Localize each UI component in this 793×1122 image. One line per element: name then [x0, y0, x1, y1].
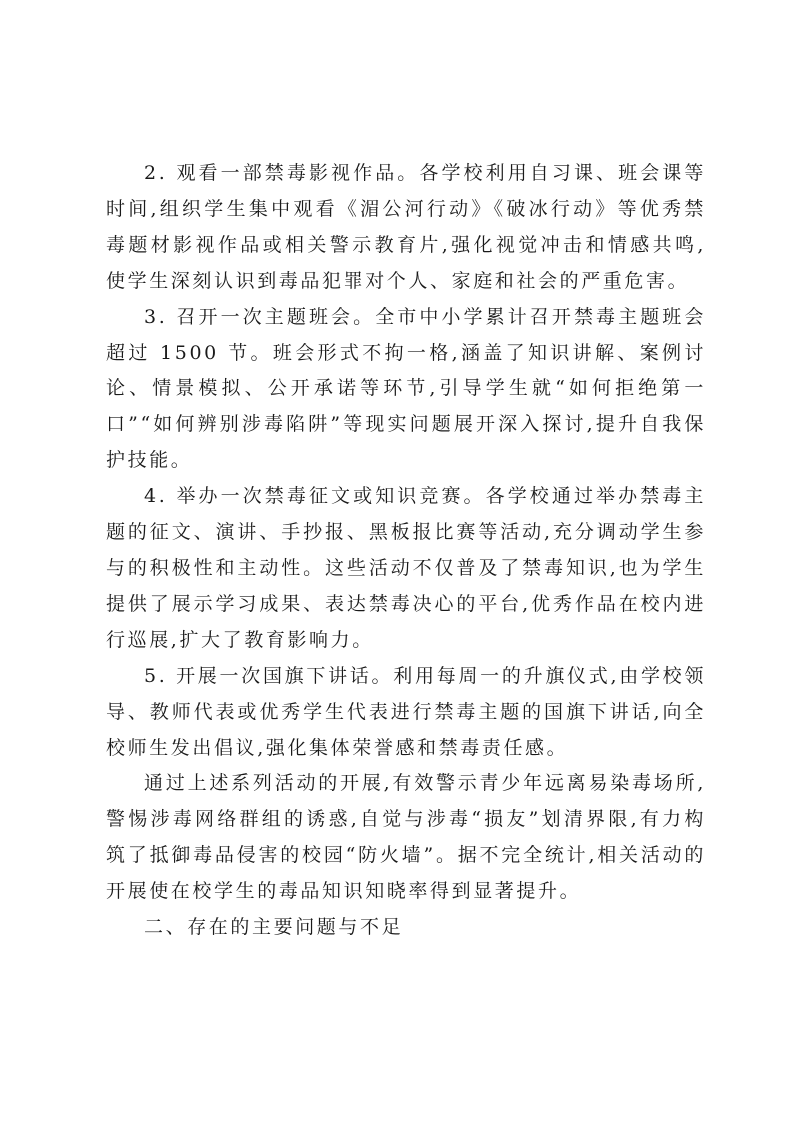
paragraph-flag-speech: 5. 开展一次国旗下讲话。利用每周一的升旗仪式,由学校领导、教师代表或优秀学生代表进行禁毒主题的国旗下讲话,向全校师生发出倡议,强化集体荣誉感和禁毒责任感。: [106, 664, 706, 759]
paragraph-summary: 通过上述系列活动的开展,有效警示青少年远离易染毒场所,警惕涉毒网络群组的诱惑,自觉与涉毒“损友”划清界限,有力构筑了抵御毒品侵害的校园“防火墙”。据不完全统计,相关活动的开展使在校学生的毒品知识知晓率得到显著提升。: [106, 772, 706, 903]
paragraph-essay-contest: 4. 举办一次禁毒征文或知识竞赛。各学校通过举办禁毒主题的征文、演讲、手抄报、黑板报比赛等活动,充分调动学生参与的积极性和主动性。这些活动不仅普及了禁毒知识,也为学生提供了展示学习成果、表达禁毒决心的平台,优秀作品在校内进行巡展,扩大了教育影响力。: [106, 485, 706, 651]
paragraph-film-viewing: 2. 观看一部禁毒影视作品。各学校利用自习课、班会课等时间,组织学生集中观看《湄公河行动》《破冰行动》等优秀禁毒题材影视作品或相关警示教育片,强化视觉冲击和情感共鸣,使学生深刻认识到毒品犯罪对个人、家庭和社会的严重危害。: [106, 162, 706, 292]
paragraph-class-meeting: 3. 召开一次主题班会。全市中小学累计召开禁毒主题班会超过 1500 节。班会形式不拘一格,涵盖了知识讲解、案例讨论、情景模拟、公开承诺等环节,引导学生就“如何拒绝第一口”“如何辨别涉毒陷阱”等现实问题展开深入探讨,提升自我保护技能。: [106, 305, 706, 472]
section-heading: 二、存在的主要问题与不足: [144, 916, 404, 939]
document-body: [106, 156, 706, 946]
